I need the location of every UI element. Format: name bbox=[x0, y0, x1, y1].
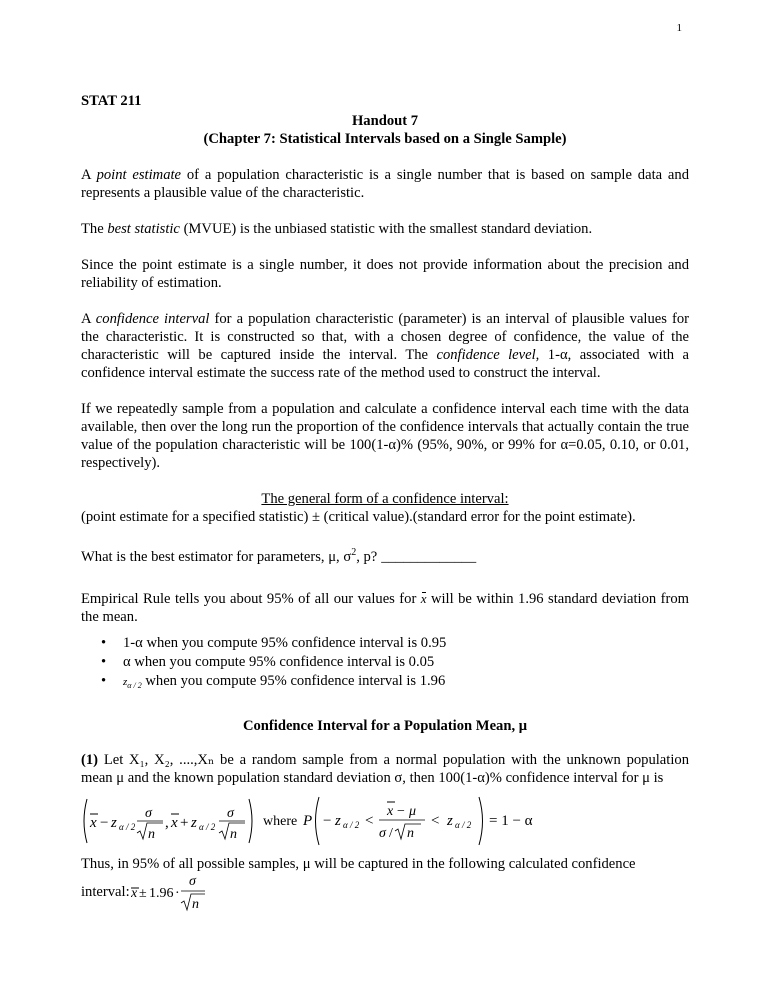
section-heading: Confidence Interval for a Population Mean, μ bbox=[242, 718, 528, 735]
svg-text:z: z bbox=[191, 815, 197, 832]
bullet-list bbox=[81, 634, 689, 695]
svg-text:x: x bbox=[387, 804, 394, 820]
svg-text:n: n bbox=[192, 897, 199, 913]
svg-text:,: , bbox=[165, 815, 169, 832]
confidence-interval-formula bbox=[81, 793, 689, 849]
svg-text:α / 2: α / 2 bbox=[199, 822, 216, 833]
svg-text:σ: σ bbox=[227, 806, 234, 822]
interval-line bbox=[81, 873, 689, 913]
course-code: STAT 211 bbox=[81, 93, 142, 109]
item-1: (1) Let X₁, X₂, ....,Xₙ be a random sample from a normal population with the unknown population mean μ and the known population standard deviation σ, then 100(1-α)% confidence interval for μ is bbox=[81, 752, 689, 787]
general-form-text: (point estimate for a specified statistic) ± (critical value).(standard error for the point estimate). bbox=[81, 509, 636, 525]
svg-text:/: / bbox=[389, 826, 393, 842]
svg-text:n: n bbox=[407, 826, 414, 842]
svg-text:z: z bbox=[111, 815, 117, 832]
svg-text:+: + bbox=[180, 815, 189, 832]
svg-text:<: < bbox=[365, 813, 374, 830]
paragraph-empirical-rule: Empirical Rule tells you about 95% of all our values for x will be within 1.96 standard deviation from the mean. bbox=[81, 590, 689, 625]
list-item: • $z_{\alpha / 2}$ when you compute 95% confidence interval is 1.96 bbox=[101, 672, 689, 695]
svg-text:σ: σ bbox=[379, 826, 386, 842]
svg-text:x: x bbox=[131, 886, 138, 902]
chapter-title: (Chapter 7: Statistical Intervals based on a Single Sample) bbox=[203, 131, 567, 147]
svg-text:<: < bbox=[431, 813, 440, 830]
svg-text:α / 2: α / 2 bbox=[119, 822, 136, 833]
list-item: • α when you compute 95% confidence interval is 0.05 bbox=[101, 653, 689, 671]
svg-text:σ: σ bbox=[189, 874, 196, 890]
svg-text:x: x bbox=[171, 815, 178, 832]
list-item: • 1-α when you compute 95% confidence interval is 0.95 bbox=[101, 634, 689, 652]
svg-text:n: n bbox=[148, 827, 155, 843]
general-form-title: The general form of a confidence interval: bbox=[261, 491, 509, 507]
svg-text:σ: σ bbox=[145, 806, 152, 822]
paragraph-repeated-sampling: If we repeatedly sample from a population and calculate a confidence interval each time with the data available, then over the long run the proportion of the confidence intervals that actually contain the true value of the population characteristic will be 100(1-α)% (95%, 90%, or 99% for α=0.05, 0.10, or 0.01, respectively). bbox=[81, 401, 689, 471]
paragraph-point-estimate: A point estimate of a population characteristic is a single number that is based on sample data and represents a plausible value of the characteristic. bbox=[81, 167, 689, 201]
svg-text:−: − bbox=[100, 815, 109, 832]
svg-text:±: ± bbox=[139, 886, 147, 902]
document-body bbox=[81, 92, 689, 913]
svg-text:α / 2: α / 2 bbox=[455, 820, 472, 831]
interval-label: interval: bbox=[81, 884, 130, 901]
svg-text:where: where bbox=[263, 814, 298, 830]
svg-text:= 1 − α: = 1 − α bbox=[489, 813, 533, 830]
svg-text:n: n bbox=[230, 827, 237, 843]
handout-title: Handout 7 bbox=[351, 113, 419, 129]
svg-text:z: z bbox=[447, 813, 453, 830]
paragraph-precision: Since the point estimate is a single number, it does not provide information about the precision and reliability of estimation. bbox=[81, 257, 689, 291]
svg-text:x: x bbox=[90, 815, 97, 832]
svg-text:μ: μ bbox=[409, 804, 417, 820]
svg-text:P: P bbox=[303, 813, 313, 830]
page-number: 1 bbox=[676, 22, 682, 34]
svg-text:−: − bbox=[323, 813, 332, 830]
svg-text:α / 2: α / 2 bbox=[343, 820, 360, 831]
paragraph-best-statistic: The best statistic (MVUE) is the unbiased statistic with the smallest standard deviation. bbox=[81, 221, 593, 237]
svg-text:1.96: 1.96 bbox=[149, 886, 174, 902]
paragraph-confidence-interval: A confidence interval for a population characteristic (parameter) is an interval of plausible values for the characteristic. It is constructed so that, with a chosen degree of confidence, the value of the characteristic will be captured inside the interval. The confidence level, 1-α, associated with a confidence interval estimate the success rate of the method used to construct the interval. bbox=[81, 311, 690, 381]
svg-text:−: − bbox=[397, 804, 405, 820]
svg-text:z: z bbox=[335, 813, 341, 830]
question-best-estimator: What is the best estimator for parameters, μ, $\sigma^2$, p? _____________ bbox=[81, 547, 477, 565]
svg-text:·: · bbox=[175, 886, 180, 902]
paragraph-thus: Thus, in 95% of all possible samples, μ will be captured in the following calculated confidence bbox=[81, 856, 636, 873]
